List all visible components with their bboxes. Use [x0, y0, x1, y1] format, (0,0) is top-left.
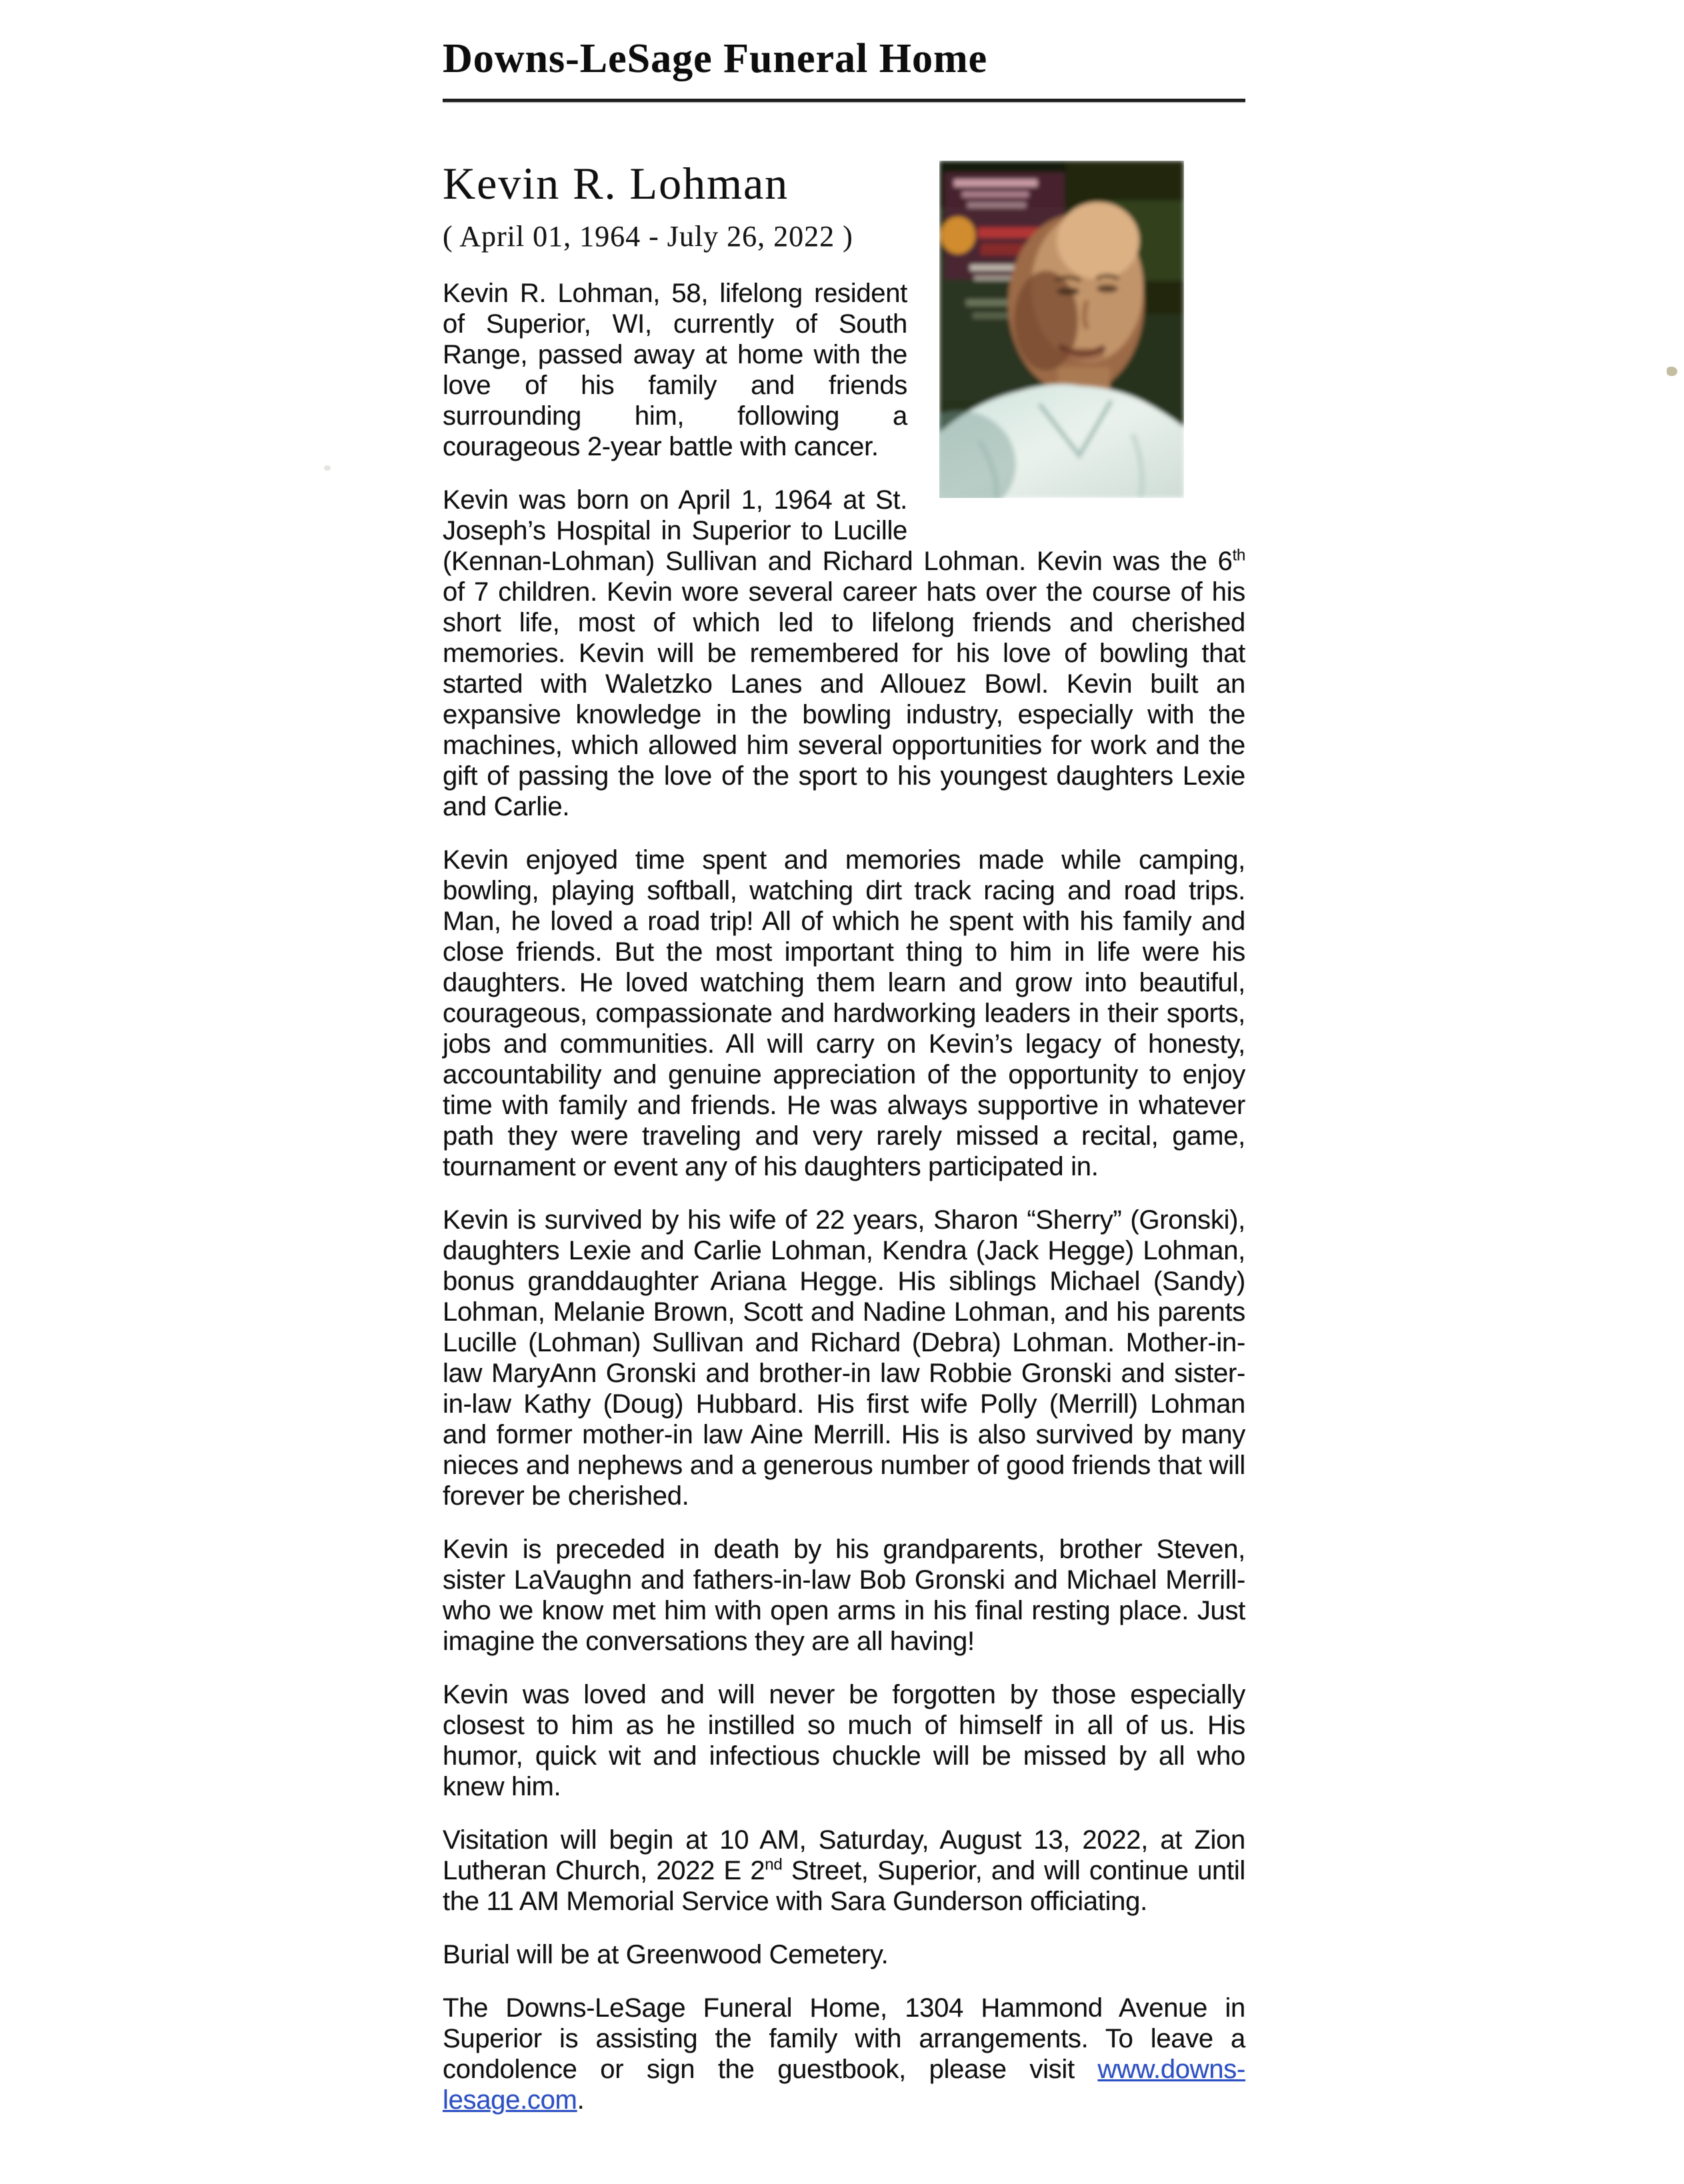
- obituary-paragraph-2: [443, 485, 1245, 822]
- scan-speck: [324, 465, 331, 471]
- page-header: [443, 37, 1245, 102]
- ordinal-superscript: th: [1232, 546, 1245, 565]
- obituary-paragraph-8: Burial will be at Greenwood Cemetery.: [443, 1939, 889, 1969]
- obituary-paragraph-3: Kevin enjoyed time spent and memories made while camping, bowling, playing softball, watching dirt track racing and road trips. Man, he loved a road trip! All of which he spent with his family and close friends. But the most important thing to him in life were his daughters. He loved watching them learn and grow into beautiful, courageous, compassionate and hardworking leaders in their sports, jobs and communities. All will carry on Kevin’s legacy of honesty, accountability and genuine appreciation of the opportunity to enjoy time with family and friends. He was always supportive in whatever path they were traveling and very rarely missed a recital, game, tournament or event any of his daughters participated in.: [443, 845, 1245, 1181]
- ordinal-superscript: nd: [765, 1855, 783, 1874]
- obituary-paragraph-7: [443, 1825, 1245, 1917]
- obituary-paragraph-5: Kevin is preceded in death by his grandparents, brother Steven, sister LaVaughn and fathers-in-law Bob Gronski and Michael Merrill-who we know met him with open arms in his final resting place. Just imagine the conversations they are all having!: [443, 1534, 1245, 1656]
- scan-speck: [1667, 367, 1677, 376]
- paragraph-text-segment: .: [577, 2085, 585, 2115]
- obituary-paragraph-4: Kevin is survived by his wife of 22 years, Sharon “Sherry” (Gronski), daughters Lexie and Carlie Lohman, Kendra (Jack Hegge) Lohman, bonus granddaughter Ariana Hegge. His siblings Michael (Sandy) Lohman, Melanie Brown, Scott and Nadine Lohman, and his parents Lucille (Lohman) Sullivan and Richard (Debra) Lohman. Mother-in-law MaryAnn Gronski and brother-in law Robbie Gronski and sister-in-law Kathy (Doug) Hubbard. His first wife Polly (Merrill) Lohman and former mother-in law Aine Merrill. His is also survived by many nieces and nephews and a generous number of good friends that will forever be cherished.: [443, 1205, 1245, 1511]
- paragraph-text-segment: Kevin was born on April 1, 1964 at St. Joseph’s Hospital in Superior to Lucille (Kennan-Lohman) Sullivan and Richard Lohman. Kevin was the 6: [443, 485, 1233, 576]
- header-divider: [443, 99, 1245, 102]
- guestbook-link[interactable]: www.downs-lesage.com: [443, 2054, 1245, 2115]
- obituary-paragraph-9: [443, 1993, 1245, 2115]
- funeral-home-header: Downs-LeSage Funeral Home: [443, 36, 988, 81]
- obituary-paragraph-6: Kevin was loved and will never be forgotten by those especially closest to him as he instilled so much of himself in all of us. His humor, quick wit and infectious chuckle will be missed by all who knew him.: [443, 1679, 1245, 1801]
- obituary-article: [443, 158, 1245, 2115]
- paragraph-text-segment: Visitation will begin at 10 AM, Saturday, August 13, 2022, at Zion Lutheran Church, 2022 E 2: [443, 1825, 1245, 1885]
- obituary-paragraph-1: Kevin R. Lohman, 58, lifelong resident of Superior, WI, currently of South Range, passed away at home with the love of his family and friends surrounding him, following a courageous 2-year battle with cancer.: [443, 278, 907, 461]
- deceased-name: Kevin R. Lohman: [443, 157, 789, 209]
- paragraph-text-segment: Street, Superior, and will continue until the 11 AM Memorial Service with Sara Gunderson officiating.: [443, 1855, 1245, 1916]
- portrait-photo: [939, 161, 1184, 498]
- portrait-photo-image: [939, 161, 1184, 498]
- life-dates: ( April 01, 1964 - July 26, 2022 ): [443, 219, 853, 253]
- paragraph-text-segment: The Downs-LeSage Funeral Home, 1304 Hammond Avenue in Superior is assisting the family with arrangements. To leave a condolence or sign the guestbook, please visit: [443, 1993, 1245, 2084]
- document-content: [443, 37, 1245, 2115]
- paragraph-text-segment: of 7 children. Kevin wore several career hats over the course of his short life, most of which led to lifelong friends and cherished memories. Kevin will be remembered for his love of bowling that started with Waletzko Lanes and Allouez Bowl. Kevin built an expansive knowledge in the bowling industry, especially with the machines, which allowed him several opportunities for work and the gift of passing the love of the sport to his youngest daughters Lexie and Carlie.: [443, 577, 1245, 821]
